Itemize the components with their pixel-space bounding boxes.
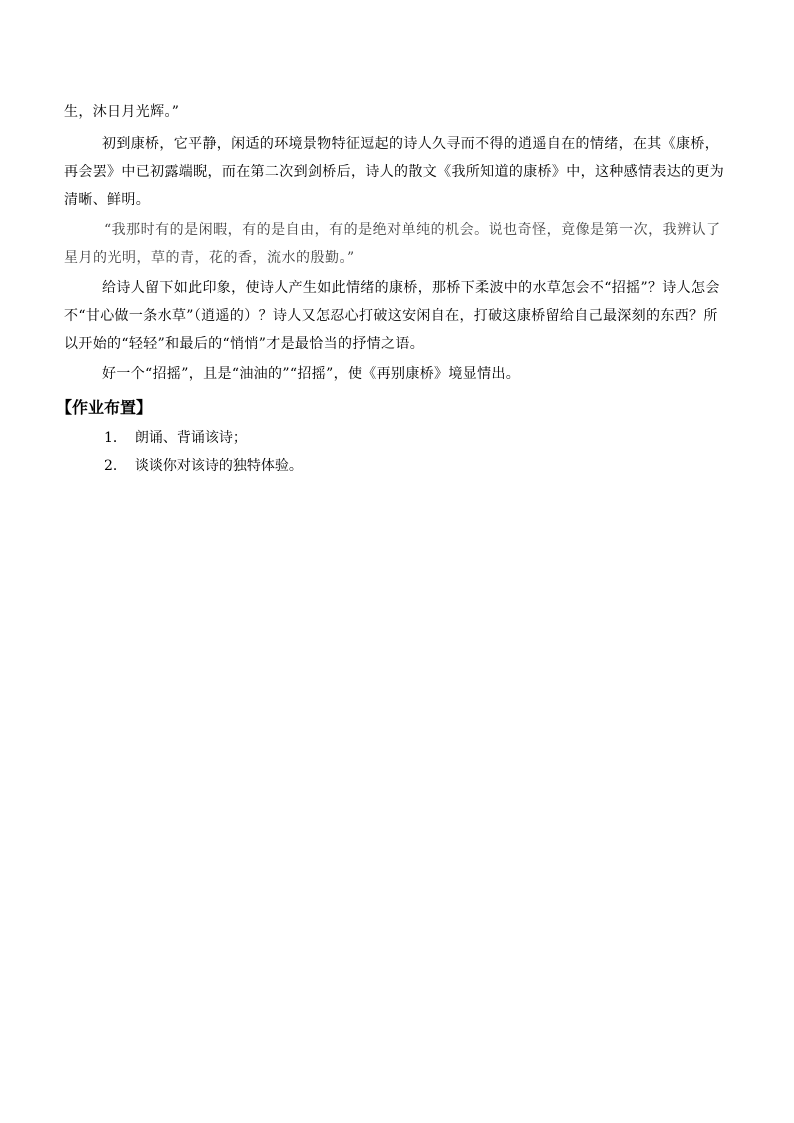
- paragraph-analysis: 给诗人留下如此印象，使诗人产生如此情绪的康桥，那桥下柔波中的水草怎会不“招摇”？诗人怎会不“甘心做一条水草”（逍遥的）？诗人又怎忍心打破这安闲自在，打破这康桥留给自己最深刻的东西？所以开始的“轻轻”和最后的“悄悄”才是最恰当的抒情之语。: [64, 280, 720, 352]
- homework-item-1: [104, 424, 247, 452]
- paragraph-kangqiao-intro: 初到康桥，它平静，闲适的环境景物特征逗起的诗人久寻而不得的逍遥自在的情绪，在其《康桥，再会罢》中已初露端睨，而在第二次到剑桥后，诗人的散文《我所知道的康桥》中，这种感情表达的更为清晰、鲜明。: [64, 136, 725, 208]
- paragraph-continuation: 生，沐日月光辉。”: [64, 104, 180, 120]
- homework-item-number: 1．: [104, 430, 127, 446]
- homework-item-text: 朗诵、背诵该诗；: [134, 430, 247, 446]
- homework-item-2: [104, 452, 303, 480]
- homework-heading: 【作业布置】: [56, 398, 153, 417]
- homework-item-text: 谈谈你对该诗的独特体验。: [134, 458, 303, 474]
- paragraph-quotation: “我那时有的是闲暇，有的是自由，有的是绝对单纯的机会。说也奇怪，竟像是第一次，我辨认了星月的光明，草的青，花的香，流水的殷勤。”: [64, 222, 721, 266]
- homework-item-number: 2．: [104, 458, 127, 474]
- paragraph-conclusion: 好一个“招摇”，且是“油油的”“招摇”，使《再别康桥》境显情出。: [102, 366, 521, 382]
